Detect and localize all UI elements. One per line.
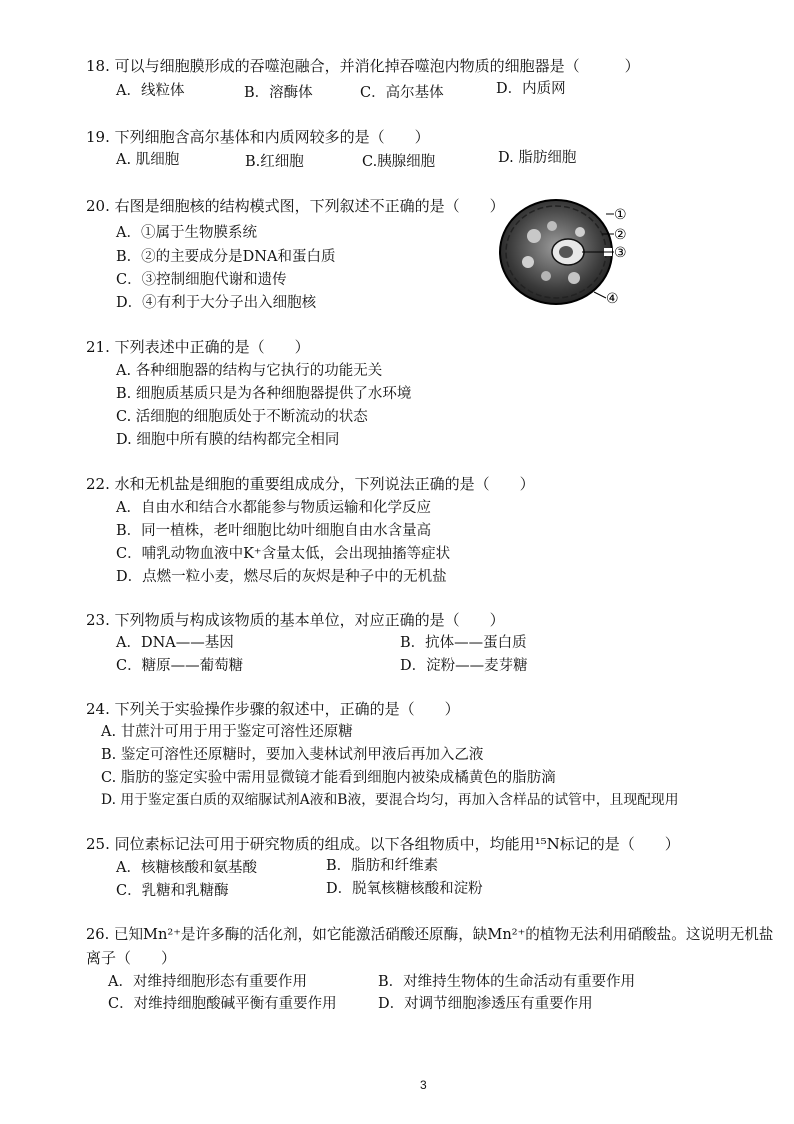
question-25-option-a: A．核糖核酸和氨基酸 [116,860,257,876]
question-19-option-a: A. 肌细胞 [116,152,180,168]
question-20-stem: 20. 右图是细胞核的结构模式图，下列叙述不正确的是（ ） [86,197,505,215]
question-19-option-b: B.红细胞 [245,154,304,170]
question-20-option-b: B．②的主要成分是DNA和蛋白质 [116,249,336,265]
question-20-option-c: C．③控制细胞代谢和遗传 [116,272,287,288]
question-18-option-c: C．高尔基体 [360,85,444,101]
question-25-option-d: D．脱氧核糖核酸和淀粉 [326,881,483,897]
question-21-option-d: D. 细胞中所有膜的结构都完全相同 [116,432,340,448]
page-number: 3 [420,1078,427,1092]
question-23-option-c: C．糖原——葡萄糖 [116,658,244,674]
question-18-option-a: A．线粒体 [116,83,185,99]
question-19-option-c: C.胰腺细胞 [362,154,436,170]
question-18-option-d: D．内质网 [496,81,566,97]
question-20-option-d: D．④有利于大分子出入细胞核 [116,295,317,311]
question-24-option-d: D. 用于鉴定蛋白质的双缩脲试剂A液和B液，要混合均匀，再加入含样品的试管中，且现配现用 [101,792,679,808]
question-20-option-a: A．①属于生物膜系统 [116,225,257,241]
figure-label-2: ② [614,227,627,243]
question-23-stem: 23. 下列物质与构成该物质的基本单位，对应正确的是（ ） [86,611,505,629]
question-19-stem: 19. 下列细胞含高尔基体和内质网较多的是（ ） [86,128,430,146]
question-19-option-d: D. 脂肪细胞 [498,150,577,166]
question-21-stem: 21. 下列表述中正确的是（ ） [86,338,310,356]
question-24-stem: 24. 下列关于实验操作步骤的叙述中，正确的是（ ） [86,700,460,718]
question-18-stem: 18. 可以与细胞膜形成的吞噬泡融合，并消化掉吞噬泡内物质的细胞器是（ ） [86,57,640,75]
question-25-option-c: C．乳糖和乳糖酶 [116,883,229,899]
question-22-option-a: A．自由水和结合水都能参与物质运输和化学反应 [116,500,431,516]
question-23-option-a: A．DNA——基因 [116,635,234,651]
question-24-option-c: C. 脂肪的鉴定实验中需用显微镜才能看到细胞内被染成橘黄色的脂肪滴 [101,770,556,786]
question-22-option-b: B．同一植株，老叶细胞比幼叶细胞自由水含量高 [116,523,432,539]
question-22-option-d: D．点燃一粒小麦，燃尽后的灰烬是种子中的无机盐 [116,569,447,585]
question-25-stem: 25. 同位素标记法可用于研究物质的组成。以下各组物质中，均能用¹⁵N标记的是（ ） [86,835,680,853]
question-26-option-d: D．对调节细胞渗透压有重要作用 [378,996,593,1012]
question-26-option-c: C．对维持细胞酸碱平衡有重要作用 [108,996,337,1012]
question-26-stem: 26. 已知Mn²⁺是许多酶的活化剂，如它能激活硝酸还原酶，缺Mn²⁺的植物无法利用硝酸盐。这说明无机盐 [86,926,774,943]
question-21-option-c: C. 活细胞的细胞质处于不断流动的状态 [116,409,368,425]
question-21-option-b: B. 细胞质基质只是为各种细胞器提供了水环境 [116,386,412,402]
question-23-option-b: B．抗体——蛋白质 [400,635,527,651]
question-26-option-b: B．对维持生物体的生命活动有重要作用 [378,974,636,990]
question-21-option-a: A. 各种细胞器的结构与它执行的功能无关 [116,363,383,379]
nucleus-structure-diagram [494,196,634,316]
question-22-option-c: C．哺乳动物血液中K⁺含量太低，会出现抽搐等症状 [116,546,451,562]
figure-label-4: ④ [606,291,619,307]
question-26-stem-continued: 离子（ ） [86,949,177,967]
question-23-option-d: D．淀粉——麦芽糖 [400,658,528,674]
question-26-option-a: A．对维持细胞形态有重要作用 [108,974,307,990]
question-22-stem: 22. 水和无机盐是细胞的重要组成成分，下列说法正确的是（ ） [86,475,535,493]
question-25-option-b: B．脂肪和纤维素 [326,858,439,874]
figure-label-3: ③ [614,245,627,261]
question-18-option-b: B．溶酶体 [244,85,313,101]
question-24-option-a: A. 甘蔗汁可用于用于鉴定可溶性还原糖 [101,724,353,740]
figure-label-1: ① [614,207,627,223]
question-24-option-b: B. 鉴定可溶性还原糖时，要加入斐林试剂甲液后再加入乙液 [101,747,484,763]
